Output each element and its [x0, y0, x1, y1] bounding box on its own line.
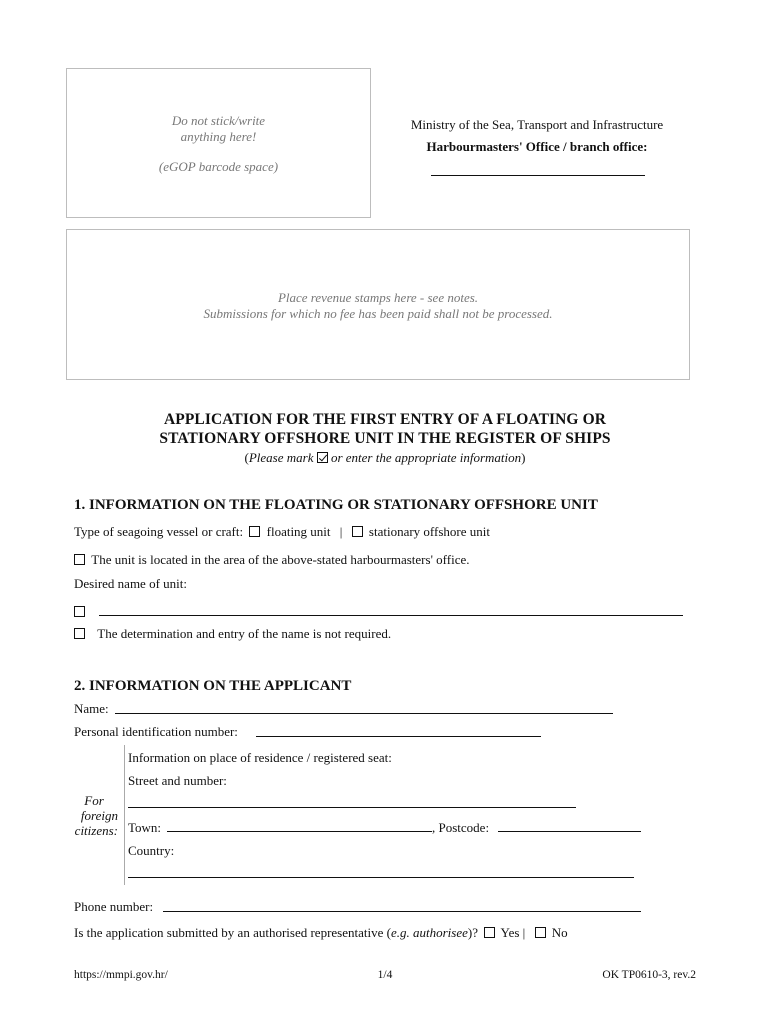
vessel-type-row — [74, 524, 490, 540]
section1-heading: 1. INFORMATION ON THE FLOATING OR STATIONARY OFFSHORE UNIT — [74, 497, 598, 513]
country-field[interactable] — [128, 877, 634, 878]
office-field-line[interactable] — [431, 175, 645, 176]
floating-unit-checkbox[interactable] — [249, 526, 260, 537]
barcode-note-line2: anything here! — [180, 129, 257, 144]
stamps-note-line2: Submissions for which no fee has been paid shall not be processed. — [203, 306, 553, 321]
stationary-unit-checkbox[interactable] — [352, 526, 363, 537]
foreign-citizens-label: For foreign citizens: — [74, 793, 118, 838]
desired-name-label: Desired name of unit: — [74, 576, 187, 591]
desired-name-field[interactable] — [99, 615, 683, 616]
representative-no-checkbox[interactable] — [535, 927, 546, 938]
representative-question: Is the application submitted by an authorised representative (e.g. authorisee)? — [74, 925, 478, 940]
postcode-label: , Postcode: — [432, 820, 490, 835]
representative-yes-label: Yes | — [500, 925, 526, 940]
stamps-note-line1: Place revenue stamps here - see notes. — [277, 290, 479, 305]
phone-field[interactable] — [163, 911, 641, 912]
form-instruction: (Please mark or enter the appropriate information) — [244, 450, 526, 465]
street-field[interactable] — [128, 807, 576, 808]
barcode-note-line1: Do not stick/write — [171, 113, 266, 128]
name-not-required-row — [74, 626, 391, 642]
located-in-area-label: The unit is located in the area of the above-stated harbourmasters' office. — [91, 552, 470, 567]
form-title-line2: STATIONARY OFFSHORE UNIT IN THE REGISTER OF SHIPS — [159, 430, 611, 447]
footer-form-code: OK TP0610-3, rev.2 — [602, 969, 696, 981]
town-label: Town: — [128, 820, 162, 835]
vessel-type-label: Type of seagoing vessel or craft: — [74, 524, 244, 539]
name-not-required-label: The determination and entry of the name is not required. — [97, 626, 392, 641]
pin-field[interactable] — [256, 736, 541, 737]
form-title-line1: APPLICATION FOR THE FIRST ENTRY OF A FLOATING OR — [163, 411, 607, 428]
footer-page-number: 1/4 — [377, 969, 393, 981]
desired-name-checkbox[interactable] — [74, 606, 85, 617]
foreign-block-divider — [124, 745, 125, 885]
form-title — [0, 410, 770, 448]
revenue-stamps-box — [66, 229, 690, 380]
floating-unit-label: floating unit — [266, 524, 331, 539]
located-in-area-row — [74, 552, 469, 568]
name-not-required-checkbox[interactable] — [74, 628, 85, 639]
representative-no-label: No — [551, 925, 568, 940]
postcode-field[interactable] — [498, 831, 641, 832]
country-label: Country: — [128, 843, 175, 858]
town-field[interactable] — [167, 831, 432, 832]
option-separator: | — [339, 524, 343, 539]
representative-row — [74, 925, 568, 941]
desired-name-row — [74, 604, 85, 620]
applicant-name-field[interactable] — [115, 713, 613, 714]
applicant-name-label: Name: — [74, 701, 109, 716]
phone-label: Phone number: — [74, 899, 154, 914]
representative-yes-checkbox[interactable] — [484, 927, 495, 938]
instruction-rest: or enter the appropriate information — [330, 450, 522, 465]
instruction-please-mark: Please mark — [248, 450, 314, 465]
barcode-note-line3: (eGOP barcode space) — [158, 159, 279, 174]
checked-box-icon — [317, 452, 328, 463]
stationary-unit-label: stationary offshore unit — [368, 524, 490, 539]
residence-label: Information on place of residence / registered seat: — [128, 750, 392, 765]
pin-label: Personal identification number: — [74, 724, 238, 739]
barcode-space-box — [66, 68, 371, 218]
street-label: Street and number: — [128, 773, 227, 788]
ministry-name: Ministry of the Sea, Transport and Infrastructure — [410, 117, 664, 132]
section2-heading: 2. INFORMATION ON THE APPLICANT — [74, 678, 352, 694]
located-in-area-checkbox[interactable] — [74, 554, 85, 565]
harbourmasters-office-label: Harbourmasters' Office / branch office: — [426, 139, 648, 154]
footer-url[interactable]: https://mmpi.gov.hr/ — [74, 969, 168, 981]
